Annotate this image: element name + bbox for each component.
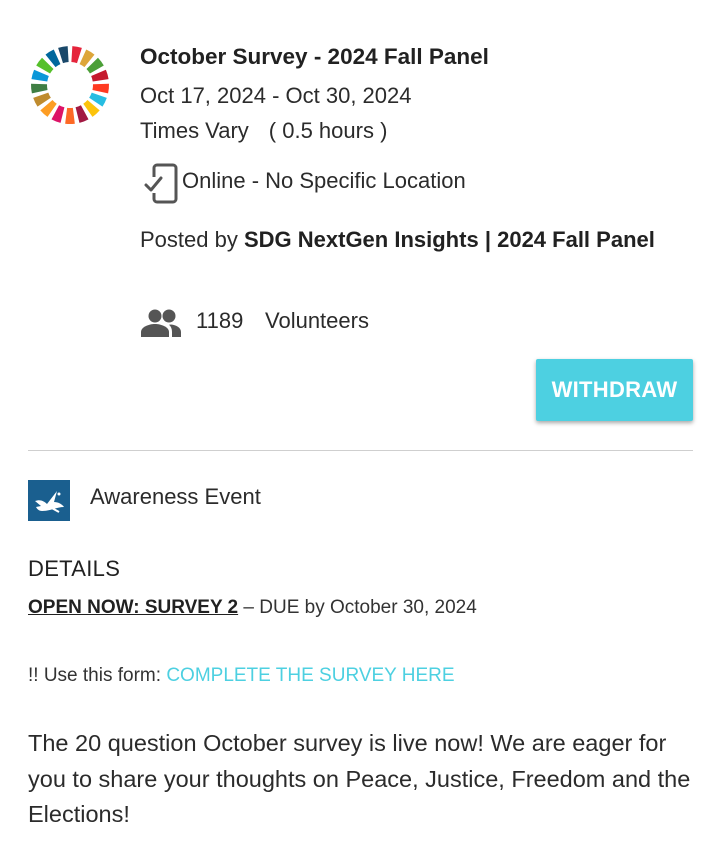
details-heading: DETAILS bbox=[28, 556, 121, 581]
duration-text: ( 0.5 hours ) bbox=[268, 118, 388, 143]
volunteer-label: Volunteers bbox=[265, 308, 369, 333]
mobile-check-icon bbox=[143, 163, 179, 205]
sdg-wheel-segment bbox=[91, 70, 108, 82]
event-location: Online - No Specific Location bbox=[182, 168, 466, 193]
form-line bbox=[28, 665, 455, 687]
volunteer-count: 1189 bbox=[196, 308, 244, 333]
sdg-logo-icon bbox=[30, 45, 110, 125]
posted-prefix: Posted by bbox=[140, 227, 238, 252]
due-text: – DUE by October 30, 2024 bbox=[243, 597, 477, 618]
open-now-line bbox=[28, 597, 477, 619]
form-prefix: !! Use this form: bbox=[28, 665, 162, 686]
sdg-wheel-segment bbox=[31, 84, 48, 94]
event-description: The 20 question October survey is live now! We are eager for you to share your thoughts on Peace, Justice, Freedom and the Elections! bbox=[28, 730, 691, 827]
withdraw-button[interactable]: WITHDRAW bbox=[536, 359, 693, 421]
times-text: Times Vary bbox=[140, 118, 249, 143]
category-label: Awareness Event bbox=[90, 484, 261, 509]
posted-by bbox=[140, 222, 680, 257]
event-times bbox=[140, 118, 387, 144]
sdg-wheel-segment bbox=[58, 46, 68, 63]
sdg-wheel-segment bbox=[65, 108, 75, 124]
sdg-wheel-segment bbox=[31, 70, 48, 82]
event-dates: Oct 17, 2024 - Oct 30, 2024 bbox=[140, 83, 412, 108]
sdg-wheel-segment bbox=[71, 46, 82, 63]
posted-panel: 2024 Fall Panel bbox=[497, 227, 655, 252]
dove-icon bbox=[28, 480, 70, 521]
open-now-text: OPEN NOW: SURVEY 2 bbox=[28, 597, 239, 618]
sdg-wheel-segment bbox=[92, 84, 109, 94]
posted-separator: | bbox=[484, 227, 491, 252]
people-icon bbox=[140, 308, 182, 338]
section-divider bbox=[28, 450, 693, 451]
posted-org-link[interactable]: SDG NextGen Insights bbox=[243, 227, 479, 252]
survey-link[interactable]: COMPLETE THE SURVEY HERE bbox=[166, 665, 455, 686]
event-title: October Survey - 2024 Fall Panel bbox=[140, 44, 489, 69]
